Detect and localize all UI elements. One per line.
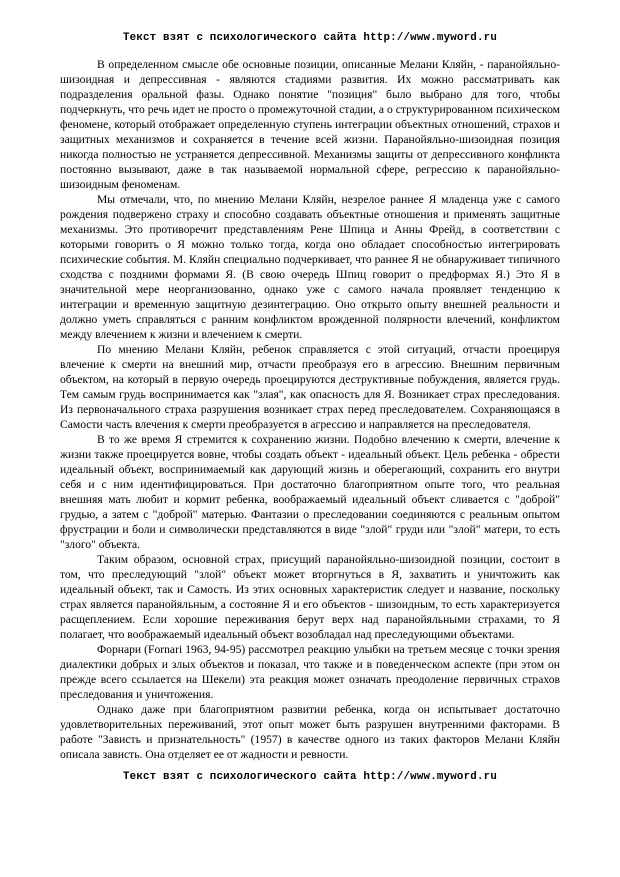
document-body xyxy=(60,57,560,762)
paragraph-early-ego: Мы отмечали, что, по мнению Мелани Кляйн, незрелое раннее Я младенца уже с самого рождения подвержено страху и способно создавать объектные отношения и применять защитные механизмы. Это противоречит представлениям Рене Шпица и Анны Фрейд, в соответствии с которыми говорить о Я можно только тогда, когда оно обладает способностью интегрировать психические события. М. Кляйн специально подчеркивает, что раннее Я не обнаруживает типичного сходства с поздними формами Я. (В свою очередь Шпиц говорит о предформах Я.) Это Я в значительной мере неорганизованно, однако уже с самого начала проявляет тенденцию к интеграции и временную защитную дезинтеграцию. Оно открыто опыту внешней реальности и должно уметь справляться с ранним конфликтом врожденной полярности влечений, конфликтом между влечением к жизни и влечением к смерти. xyxy=(60,193,560,341)
paragraph-death-drive-projection: По мнению Мелани Кляйн, ребенок справляется с этой ситуаций, отчасти проецируя влечение к смерти на внешний мир, отчасти преобразуя его в агрессию. Внешним первичным объектом, на который в первую очередь проецируются деструктивные побуждения, является грудь. Тем самым грудь воспринимается как "злая", как опасность для Я. Возникает страх преследования. Из первоначального страха разрушения возникает страх перед преследователем. Сохраняющаяся в Самости часть влечения к смерти преобразуется в агрессию и направляется на преследователя. xyxy=(60,343,560,431)
source-site-footer: Текст взят с психологического сайта http://www.myword.ru xyxy=(122,771,498,783)
paragraph-basic-fear: Таким образом, основной страх, присущий паранойяльно-шизоидной позиции, состоит в том, что преследующий "злой" объект может вторгнуться в Я, захватить и уничтожить как идеальный объект, так и Самость. Из этих основных характеристик следует и название, поскольку страх является паранойяльным, а состояние Я и его объектов - шизоидным, то есть характеризуется расщеплением. Если хорошие переживания берут верх над паранойяльными страхами, то Я полагает, что воображаемый идеальный объект возобладал над преследующими объектами. xyxy=(60,553,560,641)
paragraph-positions-as-stages: В определенном смысле обе основные позиции, описанные Мелани Кляйн, - паранойяльно-шизоидная и депрессивная - являются стадиями развития. Их можно рассматривать как подразделения оральной фазы. Однако понятие "позиция" было выбрано для того, чтобы подчеркнуть, что речь идет не просто о промежуточной стадии, а о структурированном психическом феномене, который отображает определенную ступень интеграции объектных отношений, страхов и защитных механизмов и сохраняется в течение всей жизни. Паранойяльно-шизоидная позиция никогда полностью не устраняется депрессивной. Механизмы защиты от депрессивного конфликта постоянно вызывают, даже в так называемой нормальной сфере, регрессию к паранойяльно-шизоидным феноменам. xyxy=(60,58,560,191)
source-site-header: Текст взят с психологического сайта http://www.myword.ru xyxy=(122,32,498,44)
paragraph-fornari-smile-reaction: Форнари (Fornari 1963, 94-95) рассмотрел реакцию улыбки на третьем месяце с точки зрения диалектики добрых и злых объектов и показал, что также и в поведенческом аспекте (при этом он прежде всего ссылается на Шекели) эта реакция может означать преодоление первичных страхов преследования и уничтожения. xyxy=(60,643,560,701)
paragraph-ideal-object: В то же время Я стремится к сохранению жизни. Подобно влечению к смерти, влечение к жизни также проецируется вовне, чтобы создать объект - идеальный объект. Цель ребенка - обрести идеальный объект, воспринимаемый как дарующий жизнь и оберегающий, сохранить его внутри себя и с ним идентифицироваться. При достаточно благоприятном опыте того, что реальная внешняя мать любит и кормит ребенка, воображаемый идеальный объект сливается с "доброй" грудью, а затем с "доброй" матерью. Фантазии о преследовании соединяются с реальным опытом фрустрации и боли и символически представляются в виде "злой" груди или "злой" матери, то есть "злого" объекта. xyxy=(60,433,560,551)
paragraph-envy-and-gratitude: Однако даже при благоприятном развитии ребенка, когда он испытывает достаточно удовлетворительных переживаний, этот опыт может быть разрушен внутренними факторами. В работе "Зависть и признательность" (1957) в качестве одного из таких факторов Мелани Кляйн описала зависть. Она отделяет ее от жадности и ревности. xyxy=(60,703,560,761)
